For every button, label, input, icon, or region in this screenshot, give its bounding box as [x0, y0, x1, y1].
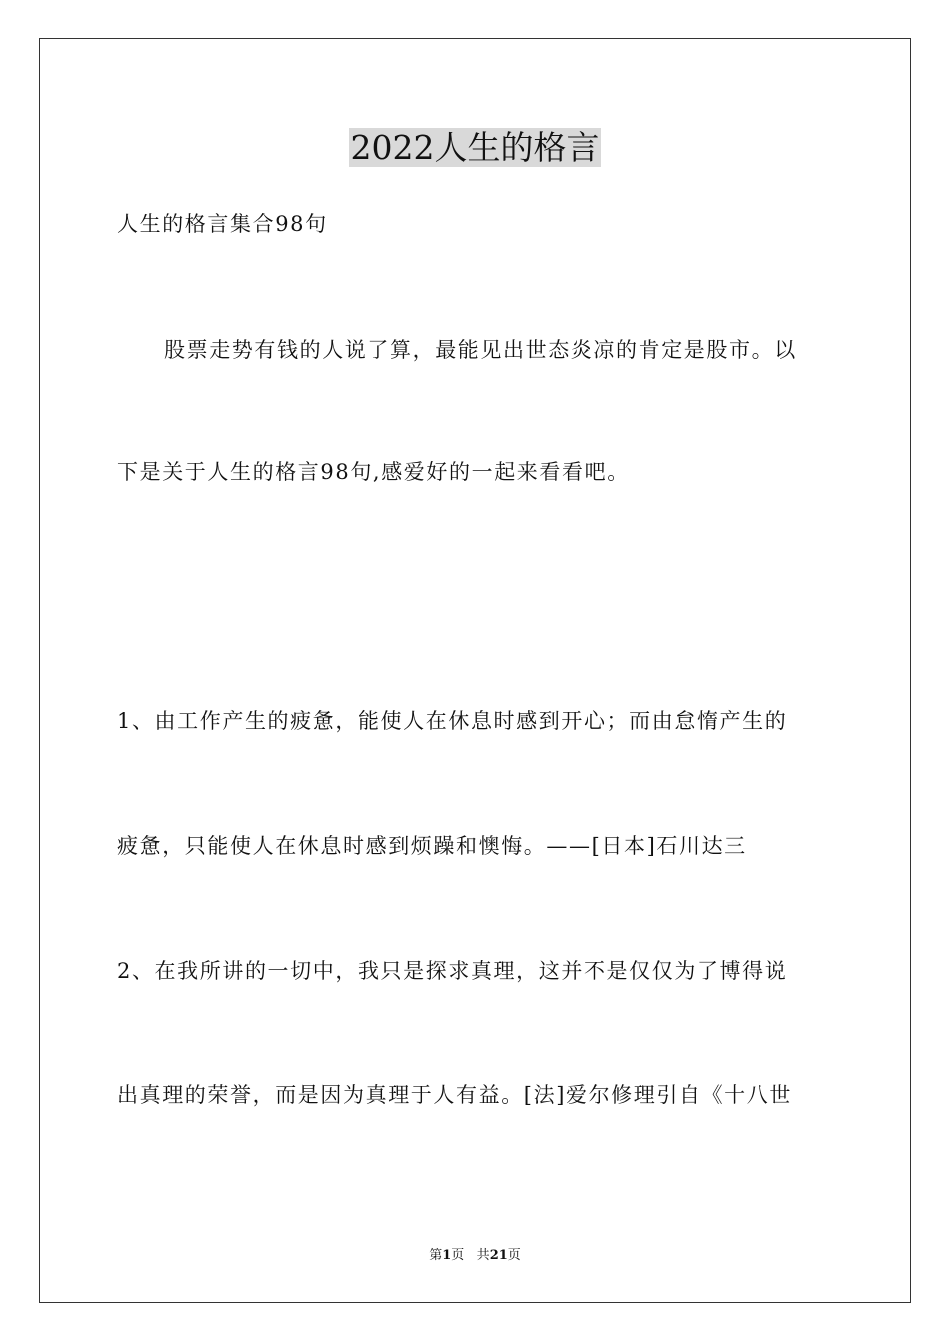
page-footer — [0, 1247, 950, 1265]
document-title — [0, 126, 950, 170]
quote-1-line-2: 疲惫，只能使人在休息时感到烦躁和懊悔。——[日本]石川达三 — [117, 834, 747, 858]
page-prefix: 第 — [429, 1248, 443, 1263]
intro-line-1: 股票走势有钱的人说了算，最能见出世态炎凉的肯定是股市。以 — [164, 338, 797, 362]
total-pages: 21 — [489, 1248, 508, 1263]
quote-2-line-2: 出真理的荣誉，而是因为真理于人有益。[法]爱尔修理引自《十八世 — [117, 1083, 792, 1107]
document-title-text: 2022人生的格言 — [350, 128, 600, 167]
subtitle-line: 人生的格言集合98句 — [117, 212, 328, 236]
total-prefix: 共 — [476, 1248, 490, 1263]
intro-line-2: 下是关于人生的格言98句,感爱好的一起来看看吧。 — [117, 460, 630, 484]
total-unit: 页 — [507, 1248, 521, 1263]
page-number: 1 — [442, 1248, 452, 1263]
quote-2-line-1: 2、在我所讲的一切中，我只是探求真理，这并不是仅仅为了博得说 — [117, 959, 788, 983]
quote-1-line-1: 1、由工作产生的疲惫，能使人在休息时感到开心；而由怠惰产生的 — [117, 709, 788, 733]
page-unit: 页 — [451, 1248, 465, 1263]
